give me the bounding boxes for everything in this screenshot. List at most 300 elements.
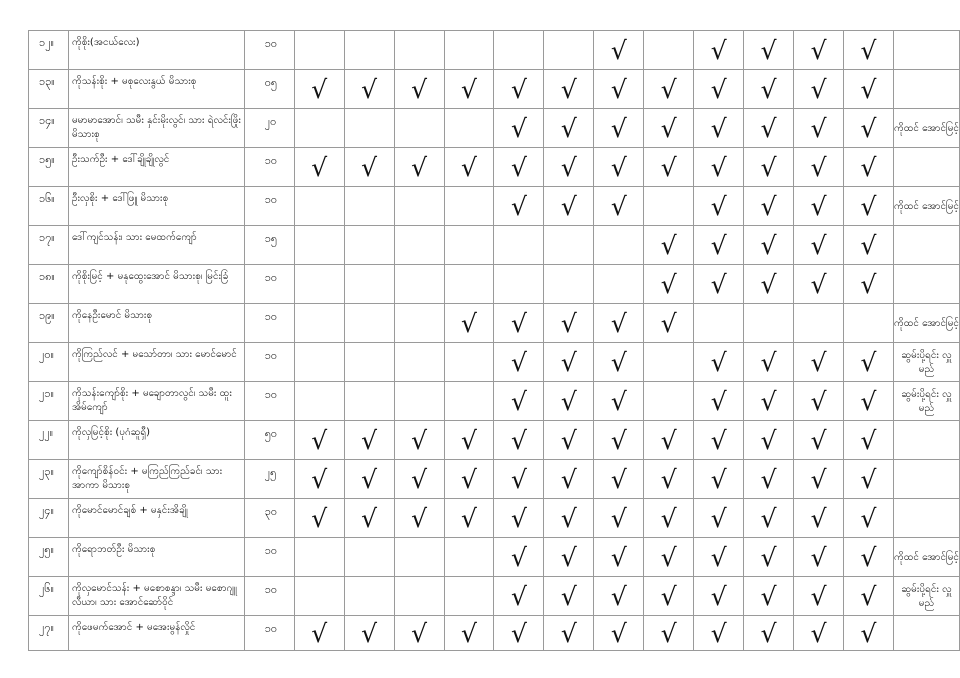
check-cell xyxy=(744,382,794,421)
check-cell xyxy=(394,148,444,187)
donation-amount: ၁၀ xyxy=(244,187,294,226)
check-cell xyxy=(444,538,494,577)
table-row xyxy=(29,109,960,148)
check-cell xyxy=(594,70,644,109)
check-mark: √ xyxy=(610,542,627,572)
check-cell xyxy=(394,421,444,460)
donation-amount: ၁၀ xyxy=(244,265,294,304)
check-cell xyxy=(394,460,444,499)
check-mark: √ xyxy=(810,464,827,494)
check-mark: √ xyxy=(361,464,378,494)
donor-name: ကိုဖေမက်အောင် + မအေးမွန်လှိုင် xyxy=(68,616,244,651)
donor-name: ကိုသန်းကျော်စိုး + မချောတာလွင်၊ သမီး ထူးအိမ်ကျော် xyxy=(68,382,244,421)
check-cell xyxy=(744,460,794,499)
remark-cell xyxy=(893,421,959,460)
check-mark: √ xyxy=(760,581,777,611)
check-cell xyxy=(694,460,744,499)
check-cell xyxy=(394,577,444,616)
check-cell xyxy=(744,226,794,265)
check-mark: √ xyxy=(760,464,777,494)
donation-amount: ၁၀ xyxy=(244,31,294,70)
check-cell xyxy=(694,109,744,148)
check-cell xyxy=(644,382,694,421)
check-cell xyxy=(544,343,594,382)
check-cell xyxy=(294,31,344,70)
check-mark: √ xyxy=(311,618,328,648)
check-cell xyxy=(494,382,544,421)
row-number: ၂၃။ xyxy=(29,460,69,499)
check-cell xyxy=(294,343,344,382)
check-mark: √ xyxy=(510,152,527,182)
donor-table xyxy=(28,30,960,651)
check-mark: √ xyxy=(660,425,677,455)
check-cell xyxy=(594,499,644,538)
check-cell xyxy=(594,265,644,304)
donor-name: ကိုမောင်မောင်ချစ် + မနှင်းအိချို xyxy=(68,499,244,538)
check-mark: √ xyxy=(560,74,577,104)
check-mark: √ xyxy=(860,113,877,143)
row-number: ၁၈။ xyxy=(29,265,69,304)
check-cell xyxy=(344,577,394,616)
check-cell xyxy=(794,460,844,499)
check-mark: √ xyxy=(560,191,577,221)
check-mark: √ xyxy=(710,152,727,182)
check-mark: √ xyxy=(860,152,877,182)
check-cell xyxy=(494,187,544,226)
check-cell xyxy=(594,343,644,382)
remark-cell: ကိုထင် အောင်မြင့် xyxy=(893,538,959,577)
check-mark: √ xyxy=(660,503,677,533)
check-cell xyxy=(644,148,694,187)
check-cell xyxy=(344,148,394,187)
check-cell xyxy=(844,148,894,187)
check-mark: √ xyxy=(660,308,677,338)
check-mark: √ xyxy=(710,618,727,648)
remark-cell xyxy=(893,31,959,70)
table-row xyxy=(29,460,960,499)
check-cell xyxy=(444,31,494,70)
check-cell xyxy=(844,304,894,343)
check-cell xyxy=(794,382,844,421)
check-cell xyxy=(494,421,544,460)
check-mark: √ xyxy=(710,425,727,455)
check-mark: √ xyxy=(760,386,777,416)
check-cell xyxy=(294,265,344,304)
check-cell xyxy=(394,265,444,304)
check-mark: √ xyxy=(411,618,428,648)
check-mark: √ xyxy=(411,152,428,182)
check-mark: √ xyxy=(510,425,527,455)
check-mark: √ xyxy=(411,425,428,455)
check-cell xyxy=(444,577,494,616)
check-mark: √ xyxy=(610,113,627,143)
check-cell xyxy=(444,148,494,187)
check-cell xyxy=(694,70,744,109)
check-cell xyxy=(444,616,494,651)
check-cell xyxy=(494,577,544,616)
check-mark: √ xyxy=(810,269,827,299)
check-mark: √ xyxy=(710,230,727,260)
donation-amount: ၁၀ xyxy=(244,304,294,343)
check-cell xyxy=(344,304,394,343)
check-mark: √ xyxy=(311,74,328,104)
remark-cell xyxy=(893,148,959,187)
check-mark: √ xyxy=(610,74,627,104)
check-cell xyxy=(394,31,444,70)
check-mark: √ xyxy=(860,191,877,221)
check-cell xyxy=(344,109,394,148)
check-mark: √ xyxy=(810,386,827,416)
check-cell xyxy=(544,265,594,304)
check-mark: √ xyxy=(710,191,727,221)
donation-amount: ၁၀ xyxy=(244,616,294,651)
check-cell xyxy=(494,148,544,187)
check-mark: √ xyxy=(610,581,627,611)
check-mark: √ xyxy=(461,308,477,338)
check-mark: √ xyxy=(810,581,827,611)
check-mark: √ xyxy=(361,618,378,648)
check-mark: √ xyxy=(860,542,877,572)
check-mark: √ xyxy=(560,464,577,494)
check-cell xyxy=(444,187,494,226)
check-cell xyxy=(744,421,794,460)
check-cell xyxy=(494,343,544,382)
row-number: ၁၇။ xyxy=(29,226,69,265)
check-mark: √ xyxy=(860,35,877,65)
check-cell xyxy=(344,499,394,538)
check-mark: √ xyxy=(760,152,777,182)
check-mark: √ xyxy=(411,503,428,533)
check-cell xyxy=(644,187,694,226)
donor-name: မမာမာအောင်၊ သမီး နှင်းမိုးလွင်၊ သား ရဲလင်းဖြိုး မိသားစု xyxy=(68,109,244,148)
row-number: ၁၉။ xyxy=(29,304,69,343)
check-cell xyxy=(494,109,544,148)
donor-name: ကိုရောဘတ်ဦး မိသားစု xyxy=(68,538,244,577)
check-cell xyxy=(394,499,444,538)
check-mark: √ xyxy=(560,152,577,182)
check-mark: √ xyxy=(810,618,827,648)
check-cell xyxy=(494,265,544,304)
check-mark: √ xyxy=(510,542,527,572)
check-cell xyxy=(644,226,694,265)
check-mark: √ xyxy=(660,230,677,260)
remark-cell: ကိုထင် အောင်မြင့် xyxy=(893,304,959,343)
donor-name: ဦးသက်ဦး + ဒေါ်ချိုချိုလွင် xyxy=(68,148,244,187)
check-mark: √ xyxy=(560,386,577,416)
check-cell xyxy=(844,538,894,577)
donor-name: ကိုသန်းစိုး + မစုလေးနွယ် မိသားစု xyxy=(68,70,244,109)
table-row xyxy=(29,31,960,70)
check-mark: √ xyxy=(461,464,477,494)
check-mark: √ xyxy=(710,269,727,299)
check-cell xyxy=(744,499,794,538)
check-cell xyxy=(844,499,894,538)
check-mark: √ xyxy=(660,113,677,143)
check-mark: √ xyxy=(510,386,527,416)
check-cell xyxy=(744,577,794,616)
check-mark: √ xyxy=(610,618,627,648)
check-cell xyxy=(394,70,444,109)
check-cell xyxy=(394,109,444,148)
row-number: ၂၅။ xyxy=(29,538,69,577)
donation-amount: ၂၅ xyxy=(244,460,294,499)
check-mark: √ xyxy=(660,618,677,648)
row-number: ၁၆။ xyxy=(29,187,69,226)
remark-cell: ဆွမ်းပို့ရင်း လှူမည် xyxy=(893,343,959,382)
check-cell xyxy=(344,616,394,651)
donor-name: ကိုကြည်လင် + မသော်တာ၊ သား မောင်မောင် xyxy=(68,343,244,382)
row-number: ၂၆။ xyxy=(29,577,69,616)
check-mark: √ xyxy=(710,74,727,104)
check-mark: √ xyxy=(810,347,827,377)
check-cell xyxy=(644,343,694,382)
check-cell xyxy=(544,460,594,499)
check-mark: √ xyxy=(710,35,727,65)
check-cell xyxy=(694,265,744,304)
check-cell xyxy=(794,343,844,382)
check-mark: √ xyxy=(710,581,727,611)
check-mark: √ xyxy=(560,347,577,377)
check-cell xyxy=(344,265,394,304)
check-cell xyxy=(494,70,544,109)
check-mark: √ xyxy=(860,269,877,299)
check-cell xyxy=(444,343,494,382)
check-cell xyxy=(294,382,344,421)
check-cell xyxy=(294,421,344,460)
check-mark: √ xyxy=(810,113,827,143)
check-mark: √ xyxy=(510,618,527,648)
check-mark: √ xyxy=(610,425,627,455)
check-cell xyxy=(794,187,844,226)
check-cell xyxy=(794,226,844,265)
check-mark: √ xyxy=(510,581,527,611)
check-mark: √ xyxy=(510,308,527,338)
check-cell xyxy=(644,499,694,538)
check-cell xyxy=(494,499,544,538)
check-cell xyxy=(644,70,694,109)
table-row xyxy=(29,616,960,651)
check-cell xyxy=(794,538,844,577)
row-number: ၁၄။ xyxy=(29,109,69,148)
check-mark: √ xyxy=(860,581,877,611)
check-cell xyxy=(544,304,594,343)
check-mark: √ xyxy=(660,152,677,182)
check-cell xyxy=(744,538,794,577)
check-mark: √ xyxy=(760,618,777,648)
remark-cell: ကိုထင် အောင်မြင့် xyxy=(893,109,959,148)
check-cell xyxy=(644,31,694,70)
check-mark: √ xyxy=(510,74,527,104)
check-cell xyxy=(694,538,744,577)
check-mark: √ xyxy=(311,503,328,533)
donation-amount: ၁၅ xyxy=(244,226,294,265)
donor-name: ဦးလှစိုး + ဒေါ်ဖြူ မိသားစု xyxy=(68,187,244,226)
remark-cell: ဆွမ်းပို့ရင်း လှူမည် xyxy=(893,577,959,616)
row-number: ၂၄။ xyxy=(29,499,69,538)
check-cell xyxy=(794,499,844,538)
check-cell xyxy=(744,148,794,187)
remark-cell xyxy=(893,265,959,304)
check-cell xyxy=(844,109,894,148)
check-mark: √ xyxy=(660,269,677,299)
check-mark: √ xyxy=(810,35,827,65)
check-cell xyxy=(544,577,594,616)
check-cell xyxy=(594,382,644,421)
check-cell xyxy=(444,265,494,304)
check-cell xyxy=(594,616,644,651)
check-cell xyxy=(644,538,694,577)
check-cell xyxy=(694,343,744,382)
check-cell xyxy=(544,187,594,226)
table-row xyxy=(29,343,960,382)
donation-amount: ၁၀ xyxy=(244,343,294,382)
check-mark: √ xyxy=(361,425,378,455)
table-row xyxy=(29,538,960,577)
check-cell xyxy=(344,31,394,70)
check-cell xyxy=(844,382,894,421)
check-mark: √ xyxy=(810,191,827,221)
check-cell xyxy=(644,577,694,616)
check-mark: √ xyxy=(510,464,527,494)
check-cell xyxy=(744,31,794,70)
check-mark: √ xyxy=(810,503,827,533)
check-cell xyxy=(694,421,744,460)
check-mark: √ xyxy=(810,425,827,455)
check-mark: √ xyxy=(860,347,877,377)
check-mark: √ xyxy=(760,269,777,299)
check-cell xyxy=(644,109,694,148)
check-cell xyxy=(594,31,644,70)
check-cell xyxy=(494,460,544,499)
check-cell xyxy=(644,421,694,460)
check-cell xyxy=(344,460,394,499)
check-mark: √ xyxy=(710,542,727,572)
check-mark: √ xyxy=(311,152,328,182)
table-row xyxy=(29,382,960,421)
check-cell xyxy=(294,187,344,226)
check-cell xyxy=(544,226,594,265)
check-cell xyxy=(694,577,744,616)
check-mark: √ xyxy=(860,464,877,494)
check-cell xyxy=(644,616,694,651)
check-cell xyxy=(544,421,594,460)
check-mark: √ xyxy=(610,191,627,221)
check-cell xyxy=(844,421,894,460)
check-cell xyxy=(344,226,394,265)
check-cell xyxy=(794,148,844,187)
check-mark: √ xyxy=(610,347,627,377)
check-mark: √ xyxy=(760,74,777,104)
check-mark: √ xyxy=(760,113,777,143)
donation-amount: ၅၀ xyxy=(244,421,294,460)
check-cell xyxy=(794,31,844,70)
table-row xyxy=(29,499,960,538)
check-mark: √ xyxy=(361,152,378,182)
check-cell xyxy=(344,187,394,226)
check-cell xyxy=(344,343,394,382)
check-mark: √ xyxy=(860,386,877,416)
check-cell xyxy=(394,226,444,265)
donation-amount: ၁၀ xyxy=(244,148,294,187)
check-mark: √ xyxy=(461,425,477,455)
check-cell xyxy=(844,577,894,616)
check-cell xyxy=(744,187,794,226)
check-cell xyxy=(794,70,844,109)
check-cell xyxy=(794,616,844,651)
check-cell xyxy=(794,577,844,616)
check-mark: √ xyxy=(610,386,627,416)
check-mark: √ xyxy=(610,152,627,182)
donor-name: ဒေါ်ကျင်သန်း၊ သား မေထက်ကျော် xyxy=(68,226,244,265)
check-cell xyxy=(794,265,844,304)
check-mark: √ xyxy=(361,503,378,533)
table-row xyxy=(29,70,960,109)
check-cell xyxy=(294,460,344,499)
check-mark: √ xyxy=(461,503,477,533)
donation-sheet xyxy=(28,30,960,651)
check-cell xyxy=(644,304,694,343)
check-cell xyxy=(444,460,494,499)
check-cell xyxy=(844,616,894,651)
check-cell xyxy=(544,109,594,148)
donor-name: ကိုစိုး(အငယ်လေး) xyxy=(68,31,244,70)
donation-amount: ၀၅ xyxy=(244,70,294,109)
check-cell xyxy=(694,148,744,187)
check-mark: √ xyxy=(660,581,677,611)
donation-amount: ၂၀ xyxy=(244,109,294,148)
check-mark: √ xyxy=(560,581,577,611)
check-cell xyxy=(594,538,644,577)
check-cell xyxy=(294,616,344,651)
check-mark: √ xyxy=(560,618,577,648)
check-mark: √ xyxy=(411,464,428,494)
check-mark: √ xyxy=(760,503,777,533)
check-cell xyxy=(744,304,794,343)
check-mark: √ xyxy=(760,191,777,221)
check-mark: √ xyxy=(560,542,577,572)
remark-cell xyxy=(893,499,959,538)
check-cell xyxy=(394,187,444,226)
check-mark: √ xyxy=(461,152,477,182)
row-number: ၂၀။ xyxy=(29,343,69,382)
check-cell xyxy=(744,265,794,304)
check-cell xyxy=(394,616,444,651)
check-cell xyxy=(694,187,744,226)
check-cell xyxy=(444,226,494,265)
check-cell xyxy=(594,304,644,343)
check-cell xyxy=(294,70,344,109)
row-number: ၁၃။ xyxy=(29,70,69,109)
check-cell xyxy=(844,460,894,499)
donor-name: ကိုနေဦးမောင် မိသားစု xyxy=(68,304,244,343)
check-mark: √ xyxy=(510,191,527,221)
check-mark: √ xyxy=(311,425,328,455)
check-mark: √ xyxy=(311,464,328,494)
check-cell xyxy=(444,70,494,109)
check-cell xyxy=(394,382,444,421)
check-cell xyxy=(594,148,644,187)
remark-cell: ကိုထင် အောင်မြင့် xyxy=(893,187,959,226)
check-mark: √ xyxy=(610,35,627,65)
check-cell xyxy=(544,382,594,421)
check-mark: √ xyxy=(510,347,527,377)
table-row xyxy=(29,148,960,187)
check-cell xyxy=(444,421,494,460)
check-cell xyxy=(544,31,594,70)
check-cell xyxy=(844,70,894,109)
check-cell xyxy=(744,109,794,148)
donor-name: ကိုလှမြင့်စိုး (ပုဂံဆူရှီ) xyxy=(68,421,244,460)
